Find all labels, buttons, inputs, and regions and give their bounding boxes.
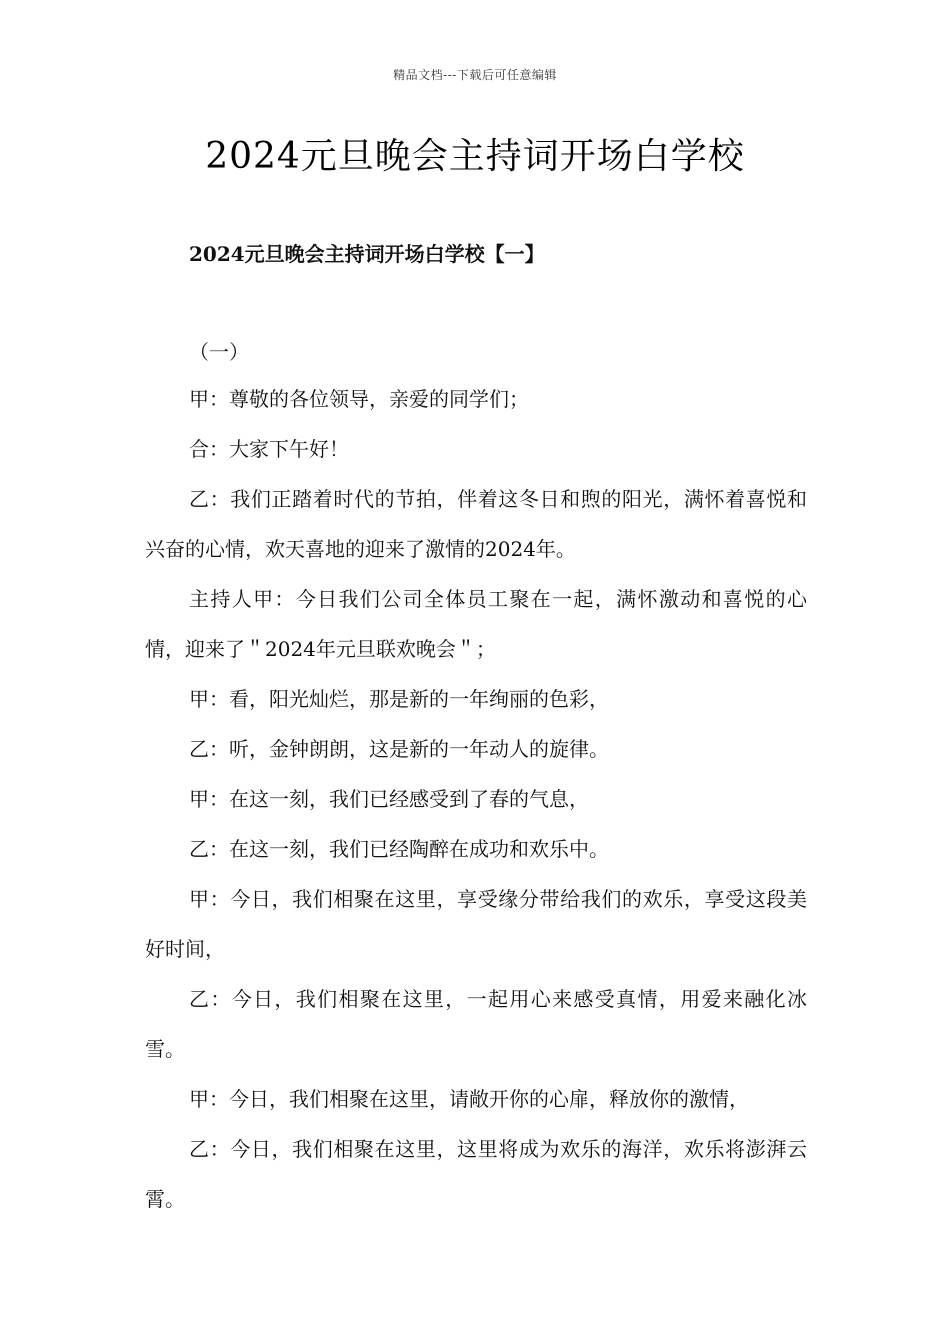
paragraph: 甲：今日，我们相聚在这里，请敞开你的心扉，释放你的激情， (189, 1087, 749, 1111)
paragraph: 乙：我们正踏着时代的节拍，伴着这冬日和煦的阳光，满怀着喜悦和兴奋的心情，欢天喜地的迎来了激情的2024年。 (145, 487, 807, 561)
paragraph: 甲：尊敬的各位领导，亲爱的同学们； (189, 387, 529, 411)
paragraph: 甲：今日，我们相聚在这里，享受缘分带给我们的欢乐，享受这段美好时间， (145, 887, 807, 961)
part-label: （一） (189, 340, 249, 364)
paragraph: 乙：听，金钟朗朗，这是新的一年动人的旋律。 (189, 737, 609, 761)
paragraph: 乙：今日，我们相聚在这里，一起用心来感受真情，用爱来融化冰雪。 (145, 987, 807, 1061)
paragraph: 乙：在这一刻，我们已经陶醉在成功和欢乐中。 (189, 837, 609, 861)
paragraph: 甲：看，阳光灿烂，那是新的一年绚丽的色彩， (189, 687, 609, 711)
paragraph: 甲：在这一刻，我们已经感受到了春的气息， (189, 787, 589, 811)
header-note: 精品文档---下载后可任意编辑 (393, 68, 557, 82)
document-title: 2024元旦晚会主持词开场白学校 (205, 136, 745, 177)
section-heading: 2024元旦晚会主持词开场白学校【一】 (189, 242, 545, 266)
body-text (145, 374, 807, 1224)
paragraph: 乙：今日，我们相聚在这里，这里将成为欢乐的海洋，欢乐将澎湃云霄。 (145, 1137, 807, 1211)
paragraph: 主持人甲：今日我们公司全体员工聚在一起，满怀激动和喜悦的心情，迎来了＂2024年元旦联欢晚会＂； (145, 587, 807, 661)
paragraph: 合：大家下午好！ (189, 437, 349, 461)
